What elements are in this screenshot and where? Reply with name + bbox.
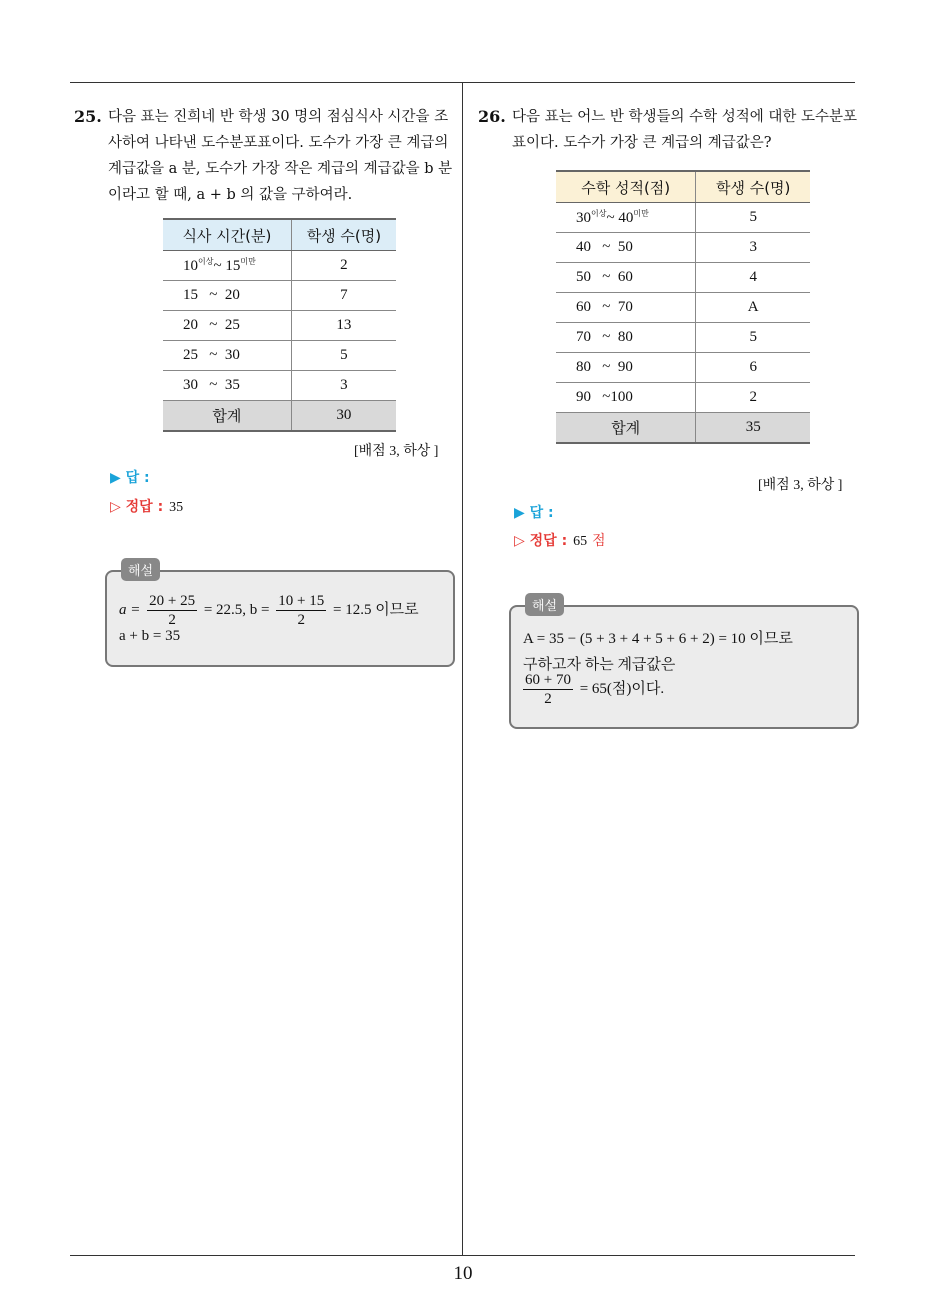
table-row: [556, 353, 810, 383]
solution-box-26: [509, 599, 859, 729]
score-label: [배점 3, 하상 ]: [758, 478, 843, 493]
class-interval: 80 ~ 90: [556, 353, 696, 383]
table-row: [556, 233, 810, 263]
answer-line: ▶ 답 :: [514, 505, 554, 521]
class-interval: 60 ~ 70: [556, 293, 696, 323]
correct-unit: 점: [592, 533, 606, 549]
problem-text: 다음 표는 어느 반 학생들의 수학 성적에 대한 도수분포표이다. 도수가 가장 큰 계급의 계급값은?: [512, 109, 858, 151]
table-row: [556, 263, 810, 293]
frequency: 2: [291, 251, 396, 281]
column-divider: [462, 82, 463, 1256]
class-interval: 40 ~ 50: [556, 233, 696, 263]
column-header: 학생 수(명): [291, 219, 396, 251]
page-number: 10: [453, 1263, 473, 1284]
problem-number: 26.: [478, 107, 506, 126]
class-interval: 25 ~ 30: [163, 341, 291, 371]
frequency: 3: [291, 371, 396, 401]
solution-line-3: $\frac{60 + 70}{2}$ = 65(점)이다.: [525, 672, 665, 707]
bottom-rule: [70, 1255, 855, 1256]
total-label: 합계: [556, 413, 696, 444]
table-row: [556, 323, 810, 353]
table-row: [556, 203, 810, 233]
class-interval: $30^{이상}\sim$ $40^{미만}$: [556, 203, 696, 233]
frequency: 2: [696, 383, 810, 413]
frequency-table-26: [556, 170, 810, 444]
class-interval: 30 ~ 35: [163, 371, 291, 401]
solution-box-25: [105, 564, 455, 667]
table-total-row: [163, 401, 396, 432]
solution-line-1: A = 35 − (5 + 3 + 4 + 5 + 6 + 2) = 10 이므로: [523, 631, 793, 647]
problem-number: 25.: [74, 107, 102, 126]
frequency: 3: [696, 233, 810, 263]
frequency-table-25: [163, 218, 396, 432]
table-row: [163, 251, 396, 281]
frequency: 5: [291, 341, 396, 371]
correct-label: ▷ 정답 :: [514, 533, 568, 549]
class-interval: 90 ~100: [556, 383, 696, 413]
class-interval: $10^{이상}\sim$ $15^{미만}$: [163, 251, 291, 281]
table-row: [556, 383, 810, 413]
frequency: 4: [696, 263, 810, 293]
frequency: 5: [696, 323, 810, 353]
correct-answer-line: [514, 530, 606, 550]
correct-label: ▷ 정답 :: [110, 499, 164, 515]
solution-tag: 해설: [121, 558, 160, 581]
solution-tag: 해설: [525, 593, 564, 616]
problem-text: 다음 표는 진희네 반 학생 30 명의 점심식사 시간을 조사하여 나타낸 도수분포표이다. 도수가 가장 큰 계급의 계급값을 a 분, 도수가 가장 작은 계급의 계급값을 b 분이라고 할 때, a + b 의 값을 구하여라.: [108, 109, 453, 203]
class-interval: 15 ~ 20: [163, 281, 291, 311]
table-row: [556, 293, 810, 323]
column-header: 학생 수(명): [696, 171, 810, 203]
solution-line-2: a + b = 35: [119, 628, 181, 644]
problem-26: [478, 104, 860, 156]
frequency: A: [696, 293, 810, 323]
correct-answer-line: [110, 496, 183, 516]
solution-line-2: 구하고자 하는 계급값은: [523, 657, 676, 673]
class-interval: 70 ~ 80: [556, 323, 696, 353]
frequency: 6: [696, 353, 810, 383]
total-label: 합계: [163, 401, 291, 432]
table-row: [163, 371, 396, 401]
fraction: $\frac{60 + 70}{2}$: [525, 672, 571, 707]
fraction: $\frac{10 + 15}{2}$: [278, 593, 325, 628]
score-label: [배점 3, 하상 ]: [354, 444, 439, 459]
frequency: 13: [291, 311, 396, 341]
table-total-row: [556, 413, 810, 444]
frequency: 7: [291, 281, 396, 311]
answer-line: ▶ 답 :: [110, 470, 150, 486]
problem-25: [74, 104, 456, 208]
class-interval: 20 ~ 25: [163, 311, 291, 341]
frequency: 5: [696, 203, 810, 233]
total-value: 35: [696, 413, 810, 444]
solution-line-1: a = $\frac{20 + 25}{2}$ = 22.5, b = $\frac{10 + 15}{2}$ = 12.5 이므로: [119, 593, 419, 628]
table-row: [163, 341, 396, 371]
correct-value: 35: [169, 500, 184, 515]
table-row: [163, 281, 396, 311]
fraction: $\frac{20 + 25}{2}$: [149, 593, 196, 628]
correct-value: 65: [573, 534, 588, 549]
class-interval: 50 ~ 60: [556, 263, 696, 293]
column-header: 수학 성적(점): [556, 171, 696, 203]
column-header: 식사 시간(분): [163, 219, 291, 251]
table-row: [163, 311, 396, 341]
total-value: 30: [291, 401, 396, 432]
